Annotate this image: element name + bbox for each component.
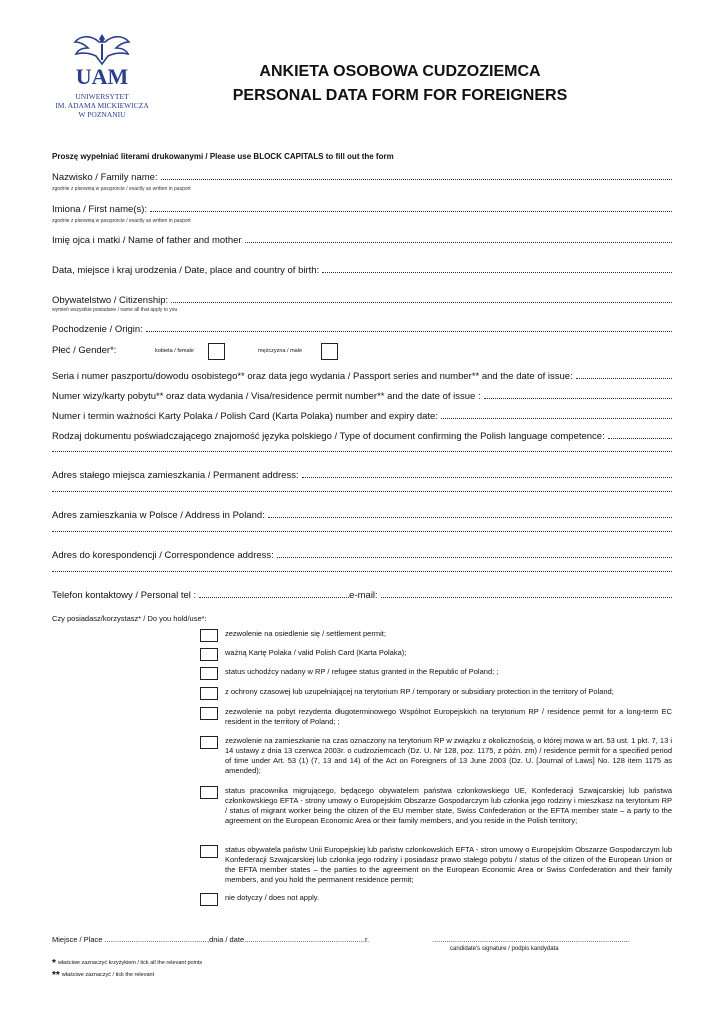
male-label: mężczyzna / male (258, 348, 303, 354)
family-name-note: zgodnie z pisownią w paszporcie / exactly as written in pasport (52, 186, 191, 192)
language-document-field[interactable]: Rodzaj dokumentu poświadczającego znajomość języka polskiego / Type of document confirming the Polish language competence: (52, 431, 672, 442)
hold-question: Czy posiadasz/korzystasz* / Do you hold/use*: (52, 614, 207, 623)
female-label: kobieta / female (155, 348, 194, 354)
address-poland-field[interactable]: Adres zamieszkania w Polsce / Address in Poland: (52, 510, 672, 521)
first-names-note: zgodnie z pisownią w paszporcie / exactly as written in pasport (52, 218, 191, 224)
email-input-line[interactable] (381, 597, 672, 598)
form-title-english: PERSONAL DATA FORM FOR FOREIGNERS (232, 87, 568, 104)
date-field[interactable]: ,dnia / date..........................................................r. (207, 935, 370, 944)
phone-input-line[interactable] (199, 597, 349, 598)
footnote-double-asterisk: ** (52, 970, 60, 981)
phone-email-field[interactable] (52, 590, 672, 601)
option-checkbox[interactable] (200, 648, 218, 661)
permanent-address-field[interactable]: Adres stałego miejsca zamieszkania / Permanent address: (52, 470, 672, 481)
form-page: UAM UNIWERSYTET IM. ADAMA MICKIEWICZA W POZNANIU ANKIETA OSOBOWA CUDZOZIEMCA PERSONAL DATA FORM FOR FOREIGNERS Proszę wypełniać literami drukowanymi / Please use BLOCK CAPITALS to fill out the form Nazwisko / Family name: zgodnie z pisownią w paszporcie / exactly as written in pasport Imiona / First name(s): zgodnie z pisownią w paszporcie / exactly as written in pasport Imię ojca i matki / Name of father and mother Data, miejsce i kraj urodzenia / Date, place and country of birth: Obywatelstwo / Citizenship: wymień wszystkie posiadane / name all that apply to you Pochodzenie / Origin: Płeć / Gender*: kobieta / female mężczyzna / male Seria i numer paszportu/dowodu osobistego** oraz data jego wydania / Passport series and number** and the date of issue: Numer wizy/karty pobytu** oraz data wydania / Visa/residence permit number** and the date of issue : Numer i termin ważności Karty Polaka / Polish Card (Karta Polaka) number and expiry date: Rodzaj dokumentu poświadczającego znajomość języka polskiego / Type of document confirming the Polish language competence: Adres stałego miejsca zamieszkania / Permanent address: Adres zamieszkania w Polsce / Address in Poland: Adres do korespondencji / Correspondence address: Telefon kontaktowy / Personal tel : e-mail: Czy posiadasz/korzystasz* / Do you hold/use*: zezwolenie na osiedlenie się / settlement permit; ważną Kartę Polaka / valid Polish Card (Karta Polaka); status uchodźcy nadany w RP / refugee status granted in the Republic of Poland; ; z ochrony czasowej lub uzupełniającej na terytorium RP / temporary or subsidiary protection in the territory of Poland; zezwolenie na pobyt rezydenta długoterminowego Wspólnot Europejskich na terytorium RP / residence permit for a long-term EC resident in the territory of Poland; ; zezwolenie na zamieszkanie na czas oznaczony na terytorium RP w związku z okolicznością, o której mowa w art. 53 ust. 1 pkt. 7, 13 i 14 ustawy z dnia 13 czerwca 2003r. o cudzoziemcach (Dz. U. Nr 128, poz. 1175, z późn. zm) / residence permit for a specified period of time under Art. 53 (1) (7, 13 and 14) of the Act on Foreigners of 13 June 2003 (Dz. U. [Journal of Laws] No. 128 item 1175 as amended); status pracownika migrującego, będącego obywatelem państwa członkowskiego UE, Konfederacji Szwajcarskiej lub państwa członkowskiego EFTA - strony umowy o Europejskim Obszarze Gospodarczym lub członka jego rodziny i mieszkasz na terytorium RP / status of migrant worker being the citizen of the EU member state, Swiss Confederation or the EFTA member state – a party to the agreement on the European Economic Area or their family members, and you reside in the Polish territory; status obywatela państw Unii Europejskiej lub państw członkowskich EFTA - stron umowy o Europejskim Obszarze Gospodarczym lub Konfederacji Szwajcarskiej lub członka jego rodziny i posiadasz prawo stałego pobytu / status of the citizen of the European Union or the EFTA member states – the parties to the agreement on the European Economic Area or Swiss Confederation and their family members, and you hold the permanent residence permit; nie dotyczy / does not apply. Miejsce / Place ................................................. ,dnia / date..........................................................r. ............................................................................................... candidate's signature / podpis kandydata * właściwe zaznaczyć krzyżykiem / tick all the relevant points ** właściwe zaznaczyć / tick the relevant (0, 0, 725, 1024)
gender-label: Płeć / Gender*: (52, 345, 117, 356)
family-name-field[interactable]: Nazwisko / Family name: (52, 172, 672, 183)
address-poland-line-2[interactable] (52, 531, 672, 535)
signature-caption: candidate's signature / podpis kandydata (450, 946, 559, 952)
polish-card-field[interactable]: Numer i termin ważności Karty Polaka / Polish Card (Karta Polaka) number and expiry date: (52, 411, 672, 422)
option-checkbox[interactable] (200, 893, 218, 906)
option-checkbox[interactable] (200, 629, 218, 642)
form-title-polish: ANKIETA OSOBOWA CUDZOZIEMCA (259, 63, 541, 80)
email-label: e-mail: (349, 590, 378, 601)
visa-field[interactable]: Numer wizy/karty pobytu** oraz data wydania / Visa/residence permit number** and the date of issue : (52, 391, 672, 402)
instruction-text: Proszę wypełniać literami drukowanymi / Please use BLOCK CAPITALS to fill out the form (52, 152, 394, 161)
signature-line[interactable]: ............................................................................................... (432, 935, 630, 944)
citizenship-note: wymień wszystkie posiadane / name all that apply to you (52, 307, 178, 313)
option-checkbox[interactable] (200, 687, 218, 700)
logo-mark: UAM (75, 64, 129, 89)
female-checkbox[interactable] (208, 343, 225, 360)
eagle-icon (72, 30, 132, 66)
place-field[interactable]: Miejsce / Place ................................................. (52, 935, 207, 944)
birth-field[interactable]: Data, miejsce i kraj urodzenia / Date, place and country of birth: (52, 265, 672, 276)
option-checkbox[interactable] (200, 707, 218, 720)
logo-university-name: UNIWERSYTET IM. ADAMA MICKIEWICZA W POZNANIU (55, 92, 149, 119)
university-logo (52, 30, 152, 119)
passport-field[interactable]: Seria i numer paszportu/dowodu osobistego** oraz data jego wydania / Passport series and number** and the date of issue: (52, 371, 672, 382)
parents-field[interactable]: Imię ojca i matki / Name of father and mother (52, 235, 672, 246)
language-document-line-2[interactable] (52, 451, 672, 455)
male-checkbox[interactable] (321, 343, 338, 360)
option-checkbox[interactable] (200, 845, 218, 858)
option-checkbox[interactable] (200, 786, 218, 799)
option-checkbox[interactable] (200, 736, 218, 749)
origin-field[interactable]: Pochodzenie / Origin: (52, 324, 672, 335)
citizenship-field[interactable]: Obywatelstwo / Citizenship: (52, 295, 672, 306)
footnote-asterisk: * (52, 958, 56, 969)
first-names-field[interactable]: Imiona / First name(s): (52, 204, 672, 215)
footnote-single: * właściwe zaznaczyć krzyżykiem / tick all the relevant points (52, 958, 203, 969)
footnote-double: ** właściwe zaznaczyć / tick the relevant (52, 970, 155, 981)
correspondence-address-field[interactable]: Adres do korespondencji / Correspondence address: (52, 550, 672, 561)
phone-label: Telefon kontaktowy / Personal tel : (52, 590, 197, 601)
correspondence-address-line-2[interactable] (52, 571, 672, 575)
permanent-address-line-2[interactable] (52, 491, 672, 495)
option-checkbox[interactable] (200, 667, 218, 680)
